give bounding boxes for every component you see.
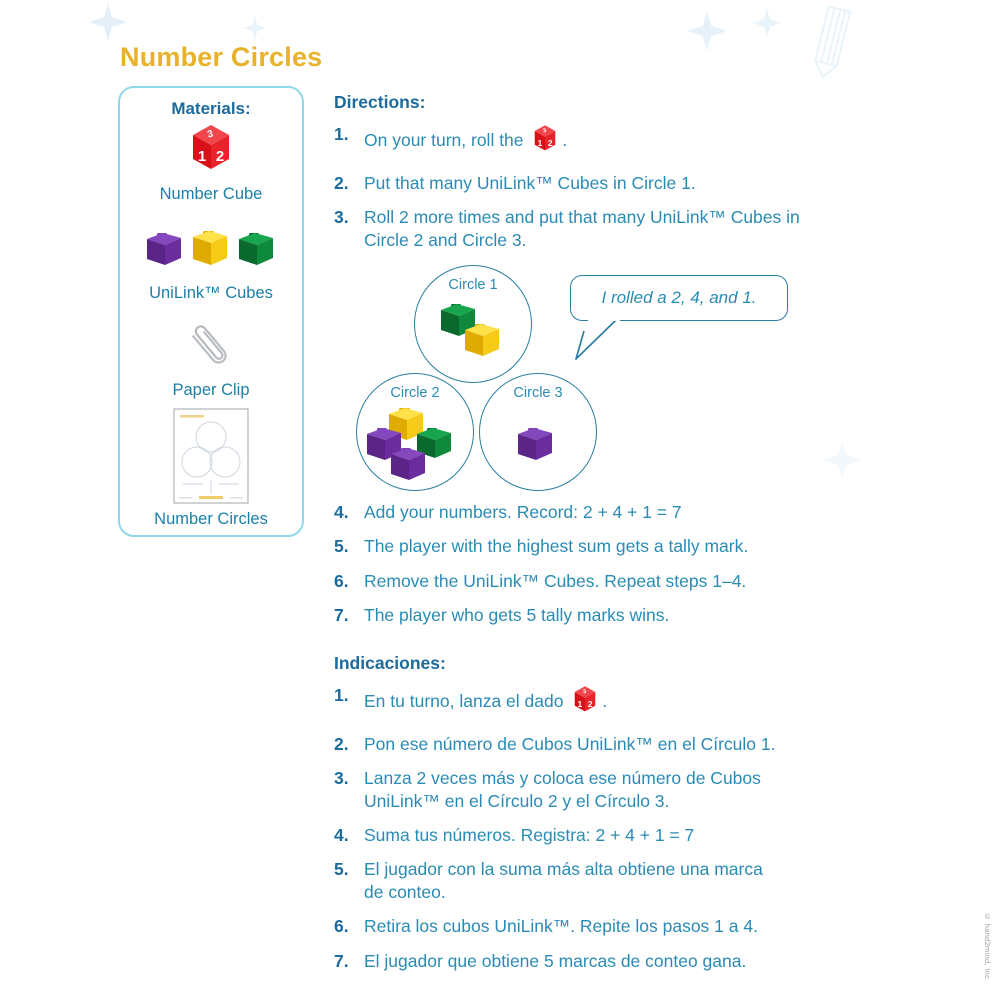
indicacion-step — [334, 915, 874, 938]
circle-label: Circle 2 — [390, 385, 440, 402]
indicacion-step — [334, 684, 874, 722]
speech-bubble — [570, 275, 788, 321]
step-number: 2. — [334, 173, 349, 194]
directions-steps-list-continued — [334, 501, 874, 626]
direction-step — [334, 604, 874, 627]
step-text: Retira los cubos UniLink™. Repite los pasos 1 a 4. — [364, 916, 758, 937]
indicaciones-heading: Indicaciones: — [334, 652, 446, 673]
material-label: UniLink™ Cubes — [149, 284, 273, 302]
paper-clip-icon — [179, 318, 243, 372]
step-number: 7. — [334, 604, 349, 625]
step-number: 3. — [334, 207, 349, 228]
number-cube-icon — [530, 123, 560, 161]
number-cube-icon — [570, 684, 600, 722]
step-text-before: On your turn, roll the — [364, 130, 529, 150]
svg-text:1: 1 — [537, 137, 543, 148]
step-number: 5. — [334, 859, 349, 880]
step-text: Add your numbers. Record: 2 + 4 + 1 = 7 — [364, 502, 682, 523]
unilink-cubes-icon — [141, 225, 281, 271]
indicacion-step — [334, 858, 764, 904]
direction-step — [334, 123, 874, 161]
svg-text:2: 2 — [548, 137, 553, 148]
number-cube-icon — [185, 121, 237, 177]
step-text-after: . — [602, 690, 608, 711]
material-item-paper-clip — [120, 315, 302, 400]
circle-2 — [356, 373, 474, 491]
direction-step — [334, 172, 874, 195]
step-number: 4. — [334, 502, 349, 523]
circle-1 — [414, 265, 532, 383]
material-label: Number Cube — [159, 185, 263, 203]
sparkle-star-icon — [88, 2, 128, 42]
step-text-after: . — [562, 130, 568, 150]
svg-text:3: 3 — [542, 127, 548, 135]
step-number: 6. — [334, 916, 349, 937]
copyright-notice: © hand2mind, Inc. — [983, 912, 992, 982]
step-text-before: En tu turno, lanza el dado — [364, 690, 569, 711]
step-number: 5. — [334, 536, 349, 557]
circle-label: Circle 1 — [448, 277, 498, 294]
indicacion-step — [334, 767, 784, 813]
step-text: El jugador que obtiene 5 marcas de conteo gana. — [364, 950, 747, 971]
circle-2-cubes — [365, 406, 469, 488]
direction-step — [334, 206, 834, 252]
directions-heading: Directions: — [334, 92, 426, 112]
material-item-number-cube — [120, 119, 302, 204]
indicacion-step — [334, 733, 874, 756]
step-number: 7. — [334, 950, 349, 971]
svg-text:1: 1 — [577, 698, 583, 709]
step-text: The player with the highest sum gets a tally mark. — [364, 536, 749, 557]
circle-3 — [479, 373, 597, 491]
step-text: Lanza 2 veces más y coloca ese número de Cubos UniLink™ en el Círculo 2 y el Círculo 3. — [364, 767, 761, 812]
step-number: 3. — [334, 767, 349, 788]
page-title: Number Circles — [120, 42, 323, 72]
step-text: Put that many UniLink™ Cubes in Circle 1. — [364, 173, 696, 194]
svg-text:3: 3 — [582, 688, 588, 696]
speech-bubble-tail — [570, 319, 630, 363]
sparkle-star-icon — [243, 16, 267, 40]
indicaciones-steps-list — [334, 684, 874, 973]
indicacion-step — [334, 950, 874, 973]
material-label: Paper Clip — [172, 381, 250, 399]
step-number: 2. — [334, 733, 349, 754]
materials-panel — [118, 86, 304, 537]
step-text: El jugador con la suma más alta obtiene una marca de conteo. — [364, 859, 763, 903]
step-number: 4. — [334, 825, 349, 846]
svg-text:2: 2 — [588, 698, 593, 709]
step-text: Roll 2 more times and put that many UniLink™ Cubes in Circle 2 and Circle 3. — [364, 207, 800, 251]
directions-steps-list — [334, 123, 874, 252]
pencil-icon — [798, 2, 864, 84]
speech-bubble-text: I rolled a 2, 4, and 1. — [601, 288, 757, 308]
worksheet-thumbnail-icon — [173, 408, 249, 504]
direction-step — [334, 501, 874, 524]
step-text: Remove the UniLink™ Cubes. Repeat steps 1–4. — [364, 570, 747, 591]
svg-text:1: 1 — [197, 148, 207, 165]
step-number: 6. — [334, 570, 349, 591]
circle-label: Circle 3 — [513, 385, 563, 402]
material-label: Number Circles — [154, 510, 268, 528]
sparkle-star-icon — [686, 10, 728, 52]
material-item-unilink-cubes — [120, 218, 302, 303]
circles-diagram — [334, 263, 874, 495]
instructions-content — [334, 92, 874, 984]
step-number: 1. — [334, 124, 349, 144]
step-text: Suma tus números. Registra: 2 + 4 + 1 = 7 — [364, 825, 695, 846]
sparkle-star-icon — [752, 8, 782, 38]
circle-3-cubes — [514, 426, 562, 470]
svg-text:3: 3 — [206, 128, 215, 141]
direction-step — [334, 570, 874, 593]
indicacion-step — [334, 824, 874, 847]
svg-text:2: 2 — [215, 148, 225, 165]
step-text: The player who gets 5 tally marks wins. — [364, 604, 670, 625]
material-item-number-circles-sheet — [120, 408, 302, 529]
circle-1-cubes — [437, 300, 517, 370]
materials-heading: Materials: — [171, 99, 251, 118]
step-text: Pon ese número de Cubos UniLink™ en el Círculo 1. — [364, 733, 776, 754]
step-number: 1. — [334, 684, 349, 705]
direction-step — [334, 535, 874, 558]
